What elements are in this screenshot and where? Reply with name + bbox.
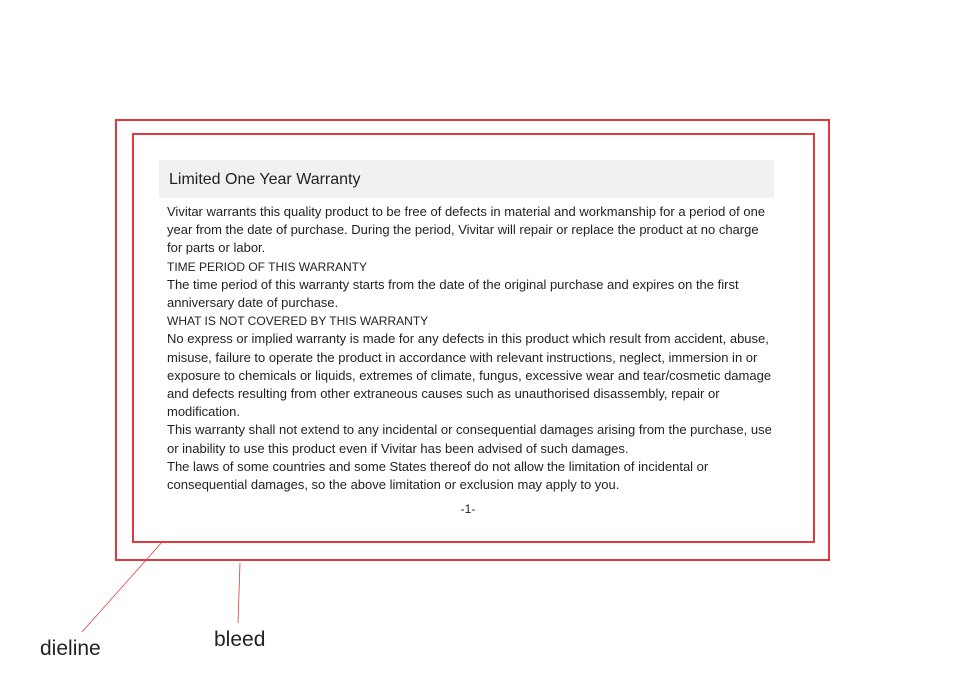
- warranty-title: Limited One Year Warranty: [169, 171, 361, 188]
- not-covered-heading: WHAT IS NOT COVERED BY THIS WARRANTY: [167, 314, 429, 329]
- consequential-damages-text: This warranty shall not extend to any incidental or consequential damages arising from the purchase, use or inability to use this product even if Vivitar has been advised of such damages.: [167, 422, 772, 456]
- dieline-callout-line: [82, 541, 163, 632]
- bleed-label: bleed: [214, 628, 266, 651]
- local-laws-text: The laws of some countries and some States thereof do not allow the limitation of incidental or consequential damages, so the above limitation or exclusion may apply to you.: [167, 458, 709, 493]
- not-covered-text: No express or implied warranty is made for any defects in this product which result from accident, abuse, misuse, failure to operate the product in accordance with relevant instructions, neglect, immersion in or exposure to chemicals or liquids, extremes of climate, fungus, excessive wear and tear/cosmetic damage and defects resulting from other extraneous causes such as unauthorised disassembly, repair or modification.: [167, 331, 772, 420]
- dieline-label: dieline: [40, 637, 101, 660]
- page-number: -1-: [460, 502, 476, 516]
- time-period-text: The time period of this warranty starts from the date of the original purchase and expires on the first anniversary date of purchase.: [167, 276, 739, 311]
- time-period-heading: TIME PERIOD OF THIS WARRANTY: [167, 259, 368, 274]
- warranty-intro: Vivitar warrants this quality product to be free of defects in material and workmanship for a period of one year from the date of purchase. During the period, Vivitar will repair or replace the product at no charge for parts or labor.: [167, 204, 766, 256]
- bleed-callout-line: [238, 563, 240, 623]
